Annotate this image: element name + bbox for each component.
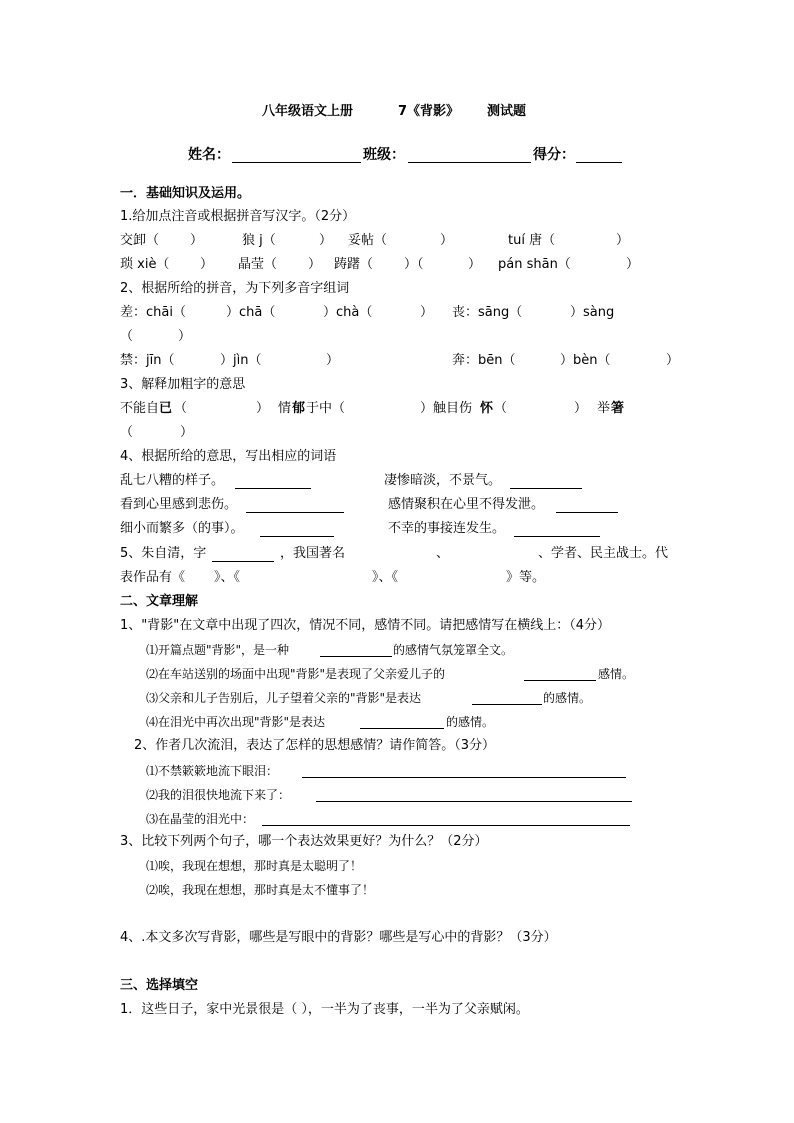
- answer-blank[interactable]: [360, 714, 444, 729]
- q-text: ⑵在车站送别的场面中出现"背影"是表现了父亲爱儿子的: [146, 667, 446, 681]
- q-text: 》等。: [506, 570, 546, 585]
- q-text: tuí 唐（: [508, 233, 556, 248]
- q-text: ）chà（: [323, 305, 373, 320]
- q-text: ）触目伤: [420, 401, 473, 416]
- q-text: 、学者、民主战士。代: [538, 546, 669, 561]
- score-label: 得分：: [533, 147, 575, 163]
- answer-blank[interactable]: [556, 497, 618, 513]
- q-text: 不幸的事接连发生。: [388, 521, 506, 536]
- answer-blank[interactable]: [316, 787, 632, 802]
- q-text: 踌躇（: [334, 257, 374, 272]
- answer-blank[interactable]: [524, 666, 596, 681]
- section3-heading: 三、选择填空: [120, 978, 199, 993]
- answer-blank[interactable]: [262, 811, 630, 826]
- s3-q1: 1．这些日子，家中光景很是（ ），一半为了丧事，一半为了父亲赋闲。: [120, 1002, 529, 1017]
- s1-q3: 3、解释加粗字的意思: [120, 377, 246, 392]
- s2-q2: 2、作者几次流泪，表达了怎样的思想感情？请作简答。（3分）: [134, 738, 496, 753]
- q-text: ）: [574, 401, 588, 416]
- q-text: ）: [666, 353, 680, 368]
- q-text: ）: [626, 257, 640, 272]
- q-text: 禁：jīn（: [120, 353, 175, 368]
- q-bold-char: 已: [159, 401, 173, 416]
- q-text: ）: [178, 329, 192, 344]
- q-text: 》、《: [372, 570, 399, 585]
- q-text: 奔：bēn（: [452, 353, 516, 368]
- q-text: 表作品有《: [120, 570, 186, 585]
- name-blank[interactable]: [232, 148, 361, 163]
- s1-q4: 4、根据所给的意思，写出相应的词语: [120, 449, 337, 464]
- s1-q1: 1.给加点注音或根据拼音写汉字。（2分）: [120, 209, 356, 224]
- q-text: （: [174, 401, 188, 416]
- title-grade: 八年级语文上册: [262, 104, 354, 119]
- answer-blank[interactable]: [514, 521, 600, 537]
- q-text: ）sàng: [570, 305, 615, 320]
- q-text: （: [120, 425, 134, 440]
- title-lesson: 7《背影》: [398, 104, 460, 119]
- q-text: ）: [308, 257, 322, 272]
- q-text: ）: [200, 257, 214, 272]
- q-bold-char: 箸: [611, 401, 625, 416]
- q-text: 丧：sāng（: [452, 305, 523, 320]
- answer-blank[interactable]: [302, 763, 626, 778]
- answer-blank[interactable]: [246, 497, 344, 513]
- q-text: 》、《: [214, 570, 241, 585]
- q-text: ⑷在泪光中再次出现"背影"是表达: [146, 715, 326, 729]
- q-text: 狼 j（: [242, 233, 276, 248]
- q-text: 、: [436, 546, 450, 561]
- s2-q3: 3、比较下列两个句子，哪一个表达效果更好？为什么？（2分）: [120, 834, 488, 849]
- title-test: 测试题: [487, 104, 527, 119]
- q-text: 凄惨暗淡，不景气。: [384, 473, 502, 488]
- s2-q3-item1: ⑴唉，我现在想想，那时真是太聪明了！: [146, 859, 363, 873]
- s1-q2: 2、根据所给的拼音，为下列多音字组词: [120, 281, 350, 296]
- q-text: ）: [190, 233, 204, 248]
- q-text: 的感情。: [446, 715, 495, 729]
- q-text: （: [120, 329, 134, 344]
- q-text: ⑶父亲和儿子告别后，儿子望着父亲的"背影"是表达: [146, 691, 422, 705]
- q-text: 晶莹（: [238, 257, 278, 272]
- q-text: ）bèn（: [560, 353, 611, 368]
- q-bold-char: 郁: [292, 401, 306, 416]
- q-text: 妥帖（: [348, 233, 388, 248]
- q-text: ）chā（: [226, 305, 276, 320]
- score-blank[interactable]: [576, 148, 622, 163]
- s2-q1: 1、"背影"在文章中出现了四次，情况不同，感情不同。请把感情写在横线上：（4分）: [120, 618, 611, 633]
- section2-heading: 二、文章理解: [120, 594, 199, 609]
- q-text: ）（: [404, 257, 424, 272]
- q-text: 情: [278, 401, 292, 416]
- q-text: 琐 xiè（: [120, 257, 170, 272]
- q-text: 不能自: [120, 401, 160, 416]
- q-text: ，我国著名: [280, 546, 346, 561]
- q-text: 看到心里感到悲伤。: [120, 497, 238, 512]
- section1-heading: 一．基础知识及运用。: [120, 186, 251, 201]
- q-text: （: [494, 401, 508, 416]
- q-text: 感情。: [598, 667, 635, 681]
- q-text: pán shān（: [498, 257, 571, 272]
- q-text: ）: [256, 401, 270, 416]
- q-text: ）: [440, 233, 454, 248]
- q-text: ）: [420, 305, 434, 320]
- q-text: ）: [180, 425, 194, 440]
- answer-blank[interactable]: [510, 473, 582, 489]
- q-text: 细小而繁多（的事）。: [120, 521, 244, 536]
- q-text: 感情聚积在心里不得发泄。: [388, 497, 545, 512]
- q-bold-char: 怀: [480, 401, 494, 416]
- q-text: ⑵我的泪很快地流下来了：: [146, 788, 291, 802]
- answer-blank[interactable]: [320, 642, 392, 657]
- q-text: ⑴不禁簌簌地流下眼泪：: [146, 764, 279, 778]
- q-text: ）jìn（: [220, 353, 262, 368]
- q-text: 于中（: [306, 401, 346, 416]
- q-text: ⑶在晶莹的泪光中：: [146, 812, 255, 826]
- q-text: 5、朱自清，字: [120, 546, 207, 561]
- s2-q3-item2: ⑵唉，我现在想想，那时真是太不懂事了！: [146, 883, 375, 897]
- q-text: 交卸（: [120, 233, 160, 248]
- answer-blank[interactable]: [212, 546, 274, 562]
- class-label: 班级：: [363, 147, 405, 163]
- q-text: ）: [326, 353, 340, 368]
- answer-blank[interactable]: [472, 690, 542, 705]
- q-text: ⑴开篇点题"背影"，是一种: [146, 643, 290, 657]
- class-blank[interactable]: [408, 148, 531, 163]
- s2-q4: 4、.本文多次写背影，哪些是写眼中的背影？哪些是写心中的背影？（3分）: [120, 930, 557, 945]
- q-text: ）: [616, 233, 630, 248]
- q-text: 举: [597, 401, 611, 416]
- answer-blank[interactable]: [260, 521, 334, 537]
- q-text: ）: [319, 233, 333, 248]
- q-text: 的感情气氛笼罩全文。: [393, 643, 514, 657]
- q-text: 的感情。: [543, 691, 592, 705]
- answer-blank[interactable]: [235, 473, 311, 489]
- name-label: 姓名：: [188, 147, 230, 163]
- q-text: ）: [468, 257, 482, 272]
- q-text: 差：chāi（: [120, 305, 186, 320]
- q-text: 乱七八糟的样子。: [120, 473, 225, 488]
